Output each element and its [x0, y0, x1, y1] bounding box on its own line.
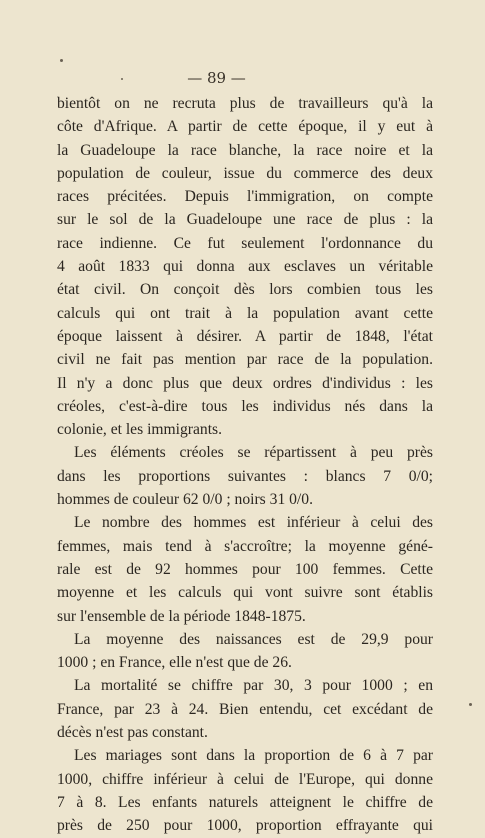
text-line: races précitées. Depuis l'immigration, on compte — [57, 188, 433, 206]
print-speck — [60, 59, 63, 62]
text-line: Il n'y a donc plus que deux ordres d'individus : les — [57, 374, 433, 392]
text-line: colonie, et les immigrants. — [57, 421, 222, 439]
text-line: époque laissent à désirer. A partir de 1848, l'état — [57, 327, 433, 345]
text-line: 1000, chiffre inférieur à celui de l'Europe, qui donne — [57, 770, 433, 788]
body-text — [57, 92, 433, 838]
text-line: 4 août 1833 qui donna aux esclaves un véritable — [57, 258, 433, 276]
text-line: 7 à 8. Les enfants naturels atteignent le chiffre de — [57, 793, 433, 811]
text-line: rale est de 92 hommes pour 100 femmes. Cette — [57, 560, 433, 578]
text-line: femmes, mais tend à s'accroître; la moyenne géné- — [57, 537, 433, 555]
text-line: Le nombre des hommes est inférieur à celui des — [74, 514, 433, 532]
text-line: France, par 23 à 24. Bien entendu, cet excédant de — [57, 700, 433, 718]
text-line: La moyenne des naissances est de 29,9 pour — [74, 630, 433, 648]
text-line: Les éléments créoles se répartissent à peu près — [74, 444, 433, 462]
text-line: sur l'ensemble de la période 1848-1875. — [57, 607, 306, 625]
text-line: race indienne. Ce fut seulement l'ordonnance du — [57, 234, 433, 252]
text-line: état civil. On conçoit dès lors combien tous les — [57, 281, 433, 299]
text-line: Les mariages sont dans la proportion de 6 à 7 par — [74, 747, 433, 765]
text-line: civil ne fait pas mention par race de la population. — [57, 351, 433, 369]
text-line: bientôt on ne recruta plus de travailleurs qu'à la — [57, 95, 433, 112]
text-line: décès n'est pas constant. — [57, 724, 208, 742]
text-line: population de couleur, issue du commerce des deux — [57, 164, 433, 182]
text-line: moyenne et les calculs qui vont suivre sont établis — [57, 584, 433, 602]
text-line: calculs qui ont trait à la population avant cette — [57, 304, 433, 322]
text-line: près de 250 pour 1000, proportion effrayante qui — [57, 817, 433, 835]
page-number: — 89 — — [187, 69, 246, 87]
text-line: créoles, c'est-à-dire tous les individus nés dans la — [57, 397, 433, 415]
text-line: dans les proportions suivantes : blancs 7 0/0; — [57, 467, 433, 485]
print-speck — [469, 703, 472, 706]
text-line: hommes de couleur 62 0/0 ; noirs 31 0/0. — [57, 491, 313, 509]
text-line: côte d'Afrique. A partir de cette époque, il y eut à — [57, 118, 433, 136]
text-line: sur le sol de la Guadeloupe une race de plus : la — [57, 211, 433, 229]
text-line: la Guadeloupe la race blanche, la race noire et la — [57, 141, 433, 159]
text-line: 1000 ; en France, elle n'est que de 26. — [57, 654, 292, 672]
text-line: La mortalité se chiffre par 30, 3 pour 1000 ; en — [74, 677, 433, 695]
